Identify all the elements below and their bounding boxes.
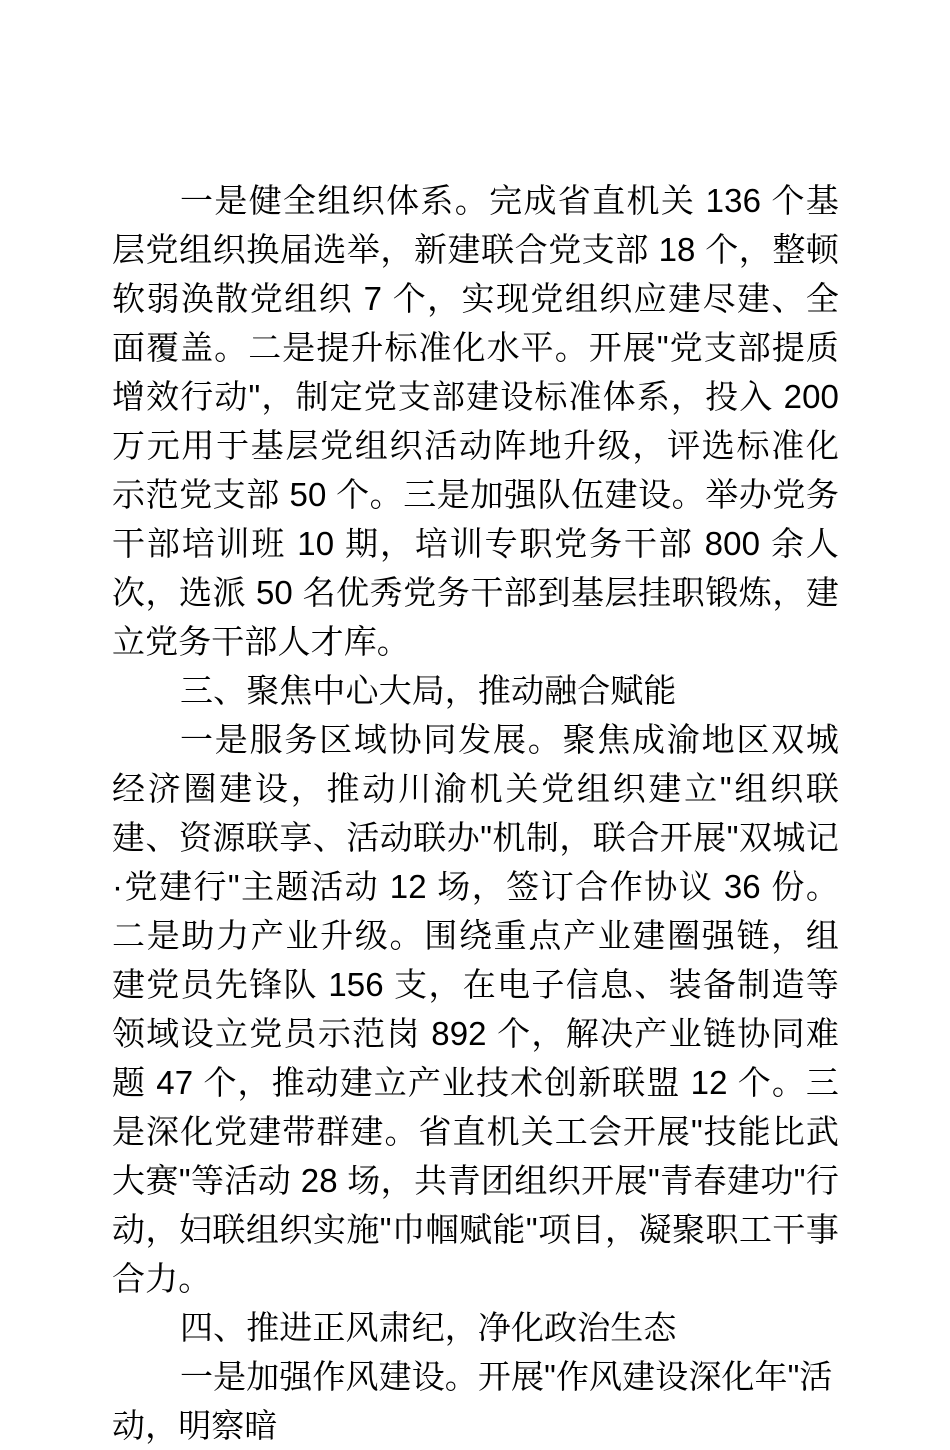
paragraph-work-style: 一是加强作风建设。开展"作风建设深化年"活动，明察暗 [112,1358,833,1444]
paragraph-regional-integration: 一是服务区域协同发展。聚焦成渝地区双城经济圈建设，推动川渝机关党组织建立"组织联建、资源联享、活动联办"机制，联合开展"双城记·党建行"主题活动 12 场，签订合作协议 36 份。二是助力产业升级。围绕重点产业建圈强链，组建党员先锋队 156 支，在电子信息、装备制造等领域设立党员示范岗 892 个，解决产业链协同难题 47 个，推动建立产业技术创新联盟 12 个。三是深化党建带群建。省直机关工会开展"技能比武大赛"等活动 28 场，共青团组织开展"青春建功"行动，妇联组织实施"巾帼赋能"项目，凝聚职工干事合力。 [112,721,839,1297]
text-column [112,176,839,1450]
heading-section-three: 三、聚焦中心大局，推动融合赋能 [180,672,677,709]
paragraph-organizational-system: 一是健全组织体系。完成省直机关 136 个基层党组织换届选举，新建联合党支部 18 个，整顿软弱涣散党组织 7 个，实现党组织应建尽建、全面覆盖。二是提升标准化水平。开展"党支部提质增效行动"，制定党支部建设标准体系，投入 200 万元用于基层党组织活动阵地升级，评选标准化示范党支部 50 个。三是加强队伍建设。举办党务干部培训班 10 期，培训专职党务干部 800 余人次，选派 50 名优秀党务干部到基层挂职锻炼，建立党务干部人才库。 [112,182,839,660]
heading-section-four: 四、推进正风肃纪，净化政治生态 [180,1309,677,1346]
